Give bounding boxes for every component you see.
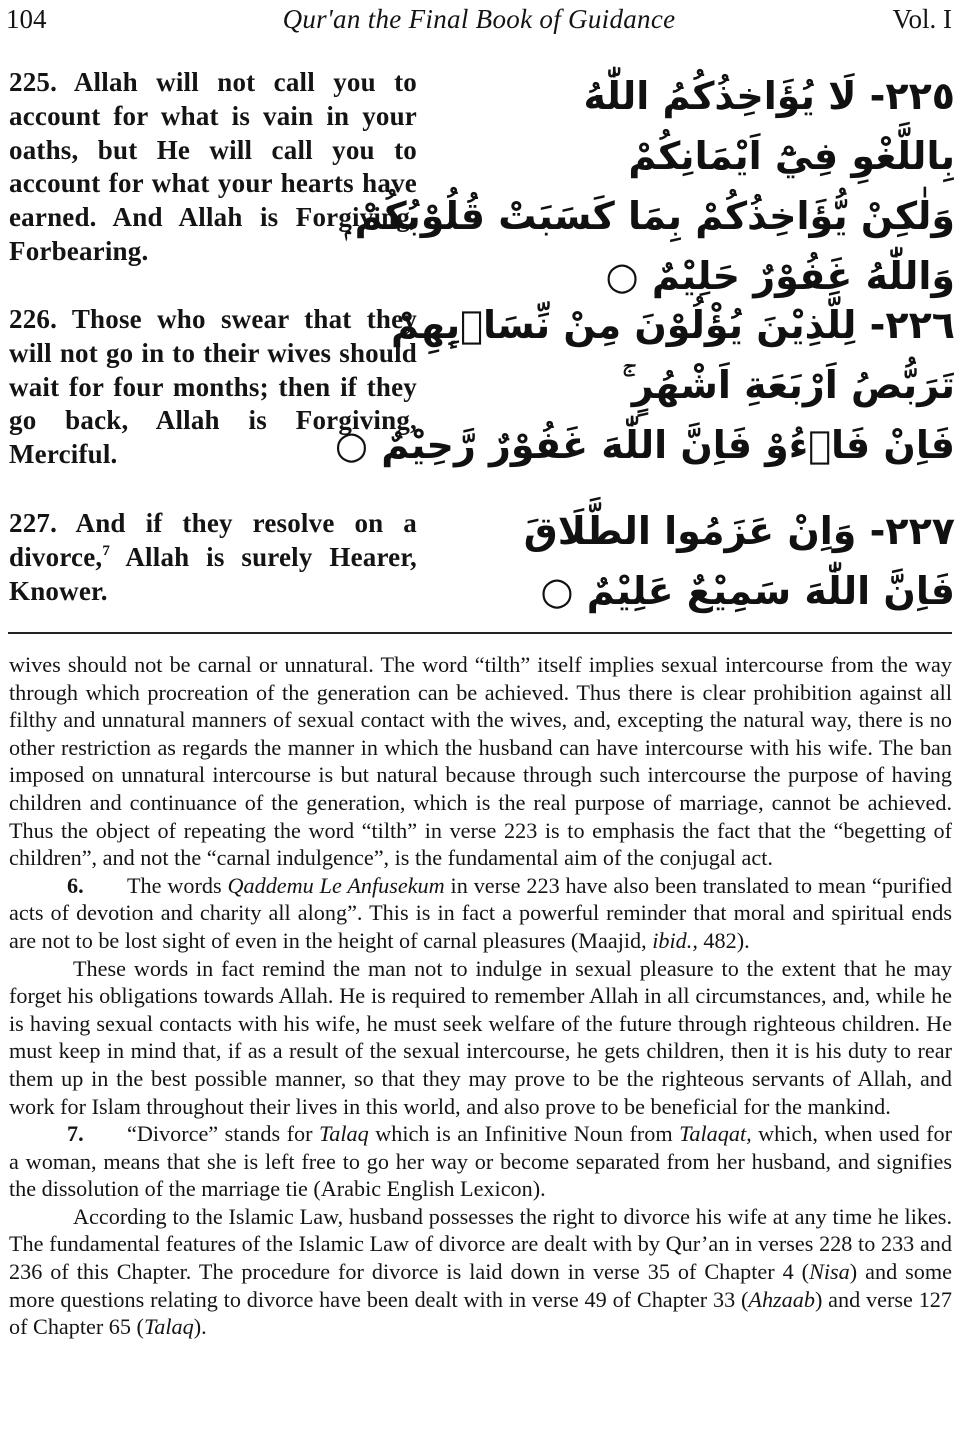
page-header [6,2,952,36]
verse-number: 226. [9,304,58,334]
note-paragraph: These words in fact remind the man not to indulge in sexual pleasure to the extent that he may forget his obligations towards Allah. He is required to remember Allah in all circumstances, and, while he is having sexual contacts with his wife, he must seek welfare of the future through righteous children. He must keep in mind that, if as a result of the sexual intercourse, he gets children, then it is his duty to rear them up in the best possible manner, so that they may prove to be the righteous servants of Allah, and work for Islam throughout their lives in this world, and also prove to be beneficial for the mankind. [9,955,952,1119]
volume-label: Vol. I [892,4,952,34]
verse-text-cont: Allah is surely Hearer, Knower. [9,541,417,606]
chapter-name: Talaq [143,1314,194,1340]
citation-ibid: ibid., [652,927,698,953]
note-number: 7. [67,1121,84,1147]
arabic-verse [345,66,955,306]
arabic-line: ٢٢٦- لِلَّذِيْنَ يُؤْلُوْنَ مِنْ نِّسَاۗىِٕهِمْ [391,303,955,347]
arabic-line: فَاِنَّ اللّٰهَ سَمِيْعٌ عَلِيْمٌ ○ [540,569,955,613]
page-number: 104 [6,4,47,34]
arabic-term: Talaq [318,1121,369,1147]
arabic-line: ٢٢٥- لَا يُؤَاخِذُكُمُ اللّٰهُ [583,74,955,118]
arabic-line: ٢٢٧- وَاِنْ عَزَمُوا الطَّلَاقَ [523,509,955,553]
verse-translation [9,507,417,608]
note-paragraph: According to the Islamic Law, husband possesses the right to divorce his wife at any time he likes. The fundamental features of the Islamic Law of divorce are dealt with by Qur’an in verses 228 to 233 and 236 of this Chapter. The procedure for divorce is laid down in verse 35 of Chapter 4 (Nisa) and some more questions relating to divorce have been dealt with in verse 49 of Chapter 33 (Ahzaab) and verse 127 of Chapter 65 (Talaq). [9,1203,953,1340]
arabic-line: بِاللَّغْوِ فِيْٓ اَيْمَانِكُمْ [628,134,955,178]
footnote-divider [8,632,952,634]
book-title: Qur'an the Final Book of Guidance [282,4,676,34]
arabic-verse [334,295,955,475]
note-number: 6. [67,872,84,898]
verse-number: 225. [9,67,58,97]
verse-number: 227. [9,508,58,538]
arabic-line: وَلٰكِنْ يُّؤَاخِذُكُمْ بِمَا كَسَبَتْ قُلُوْبُكُمْ ۭ [345,194,955,238]
arabic-line: فَاِنْ فَاۗءُوْ فَاِنَّ اللّٰهَ غَفُوْرٌ رَّحِيْمٌ ○ [334,423,955,467]
chapter-name: Nisa [809,1259,850,1285]
note-6: 6. The words Qaddemu Le Anfusekum in verse 223 have also been translated to mean “purified acts of devotion and charity all along”. This is in fact a powerful reminder that moral and spiritual ends are not to be lost sight of even in the height of carnal pleasures (Maajid, ibid., 482). [9,872,952,953]
verse-text: Allah will not call you to account for what is vain in your oaths, but He will call you to account for what your hearts have earned. And Allah is Forgiving, Forbearing. [9,67,417,266]
arabic-term: Qaddemu Le Anfusekum [227,872,445,898]
arabic-line: تَرَبُّصُ اَرْبَعَةِ اَشْهُرٍ ۚ [622,363,955,407]
arabic-term: Talaqat, [679,1121,752,1147]
footnote-ref: 7 [102,542,111,559]
commentary [9,651,952,1341]
arabic-line: وَاللّٰهُ غَفُوْرٌ حَلِيْمٌ ○ [605,254,955,298]
verse-text: And if they resolve on a divorce, [9,508,417,572]
note-7: 7. “Divorce” stands for Talaq which is an Infinitive Noun from Talaqat, which, when used for a woman, means that she is left free to go her way or become separated from her husband, and signifies the dissolution of the marriage tie (Arabic English Lexicon). [9,1121,952,1202]
verse-text: Those who swear that they will not go in to their wives should wait for four months; then if they go back, Allah is Forgiving, Merciful. [9,304,417,470]
chapter-name: Ahzaab [748,1286,815,1312]
note-paragraph: wives should not be carnal or unnatural. The word “tilth” itself implies sexual intercourse from the way through which procreation of the generation can be achieved. Thus there is clear prohibition against all filthy and unnatural manners of sexual contact with the wives, and, excepting the natural way, there is no other restriction as regards the manner in which the husband can have intercourse with his wife. The ban imposed on unnatural intercourse is but natural because through such intercourse the purpose of having children and continuance of the generation, which is the real purpose of marriage, cannot be achieved. Thus the object of repeating the word “tilth” in verse 223 is to emphasis the fact that the “begetting of children”, and not the “carnal indulgence”, is the fundamental aim of the conjugal act. [9,652,952,871]
arabic-verse [523,501,955,621]
